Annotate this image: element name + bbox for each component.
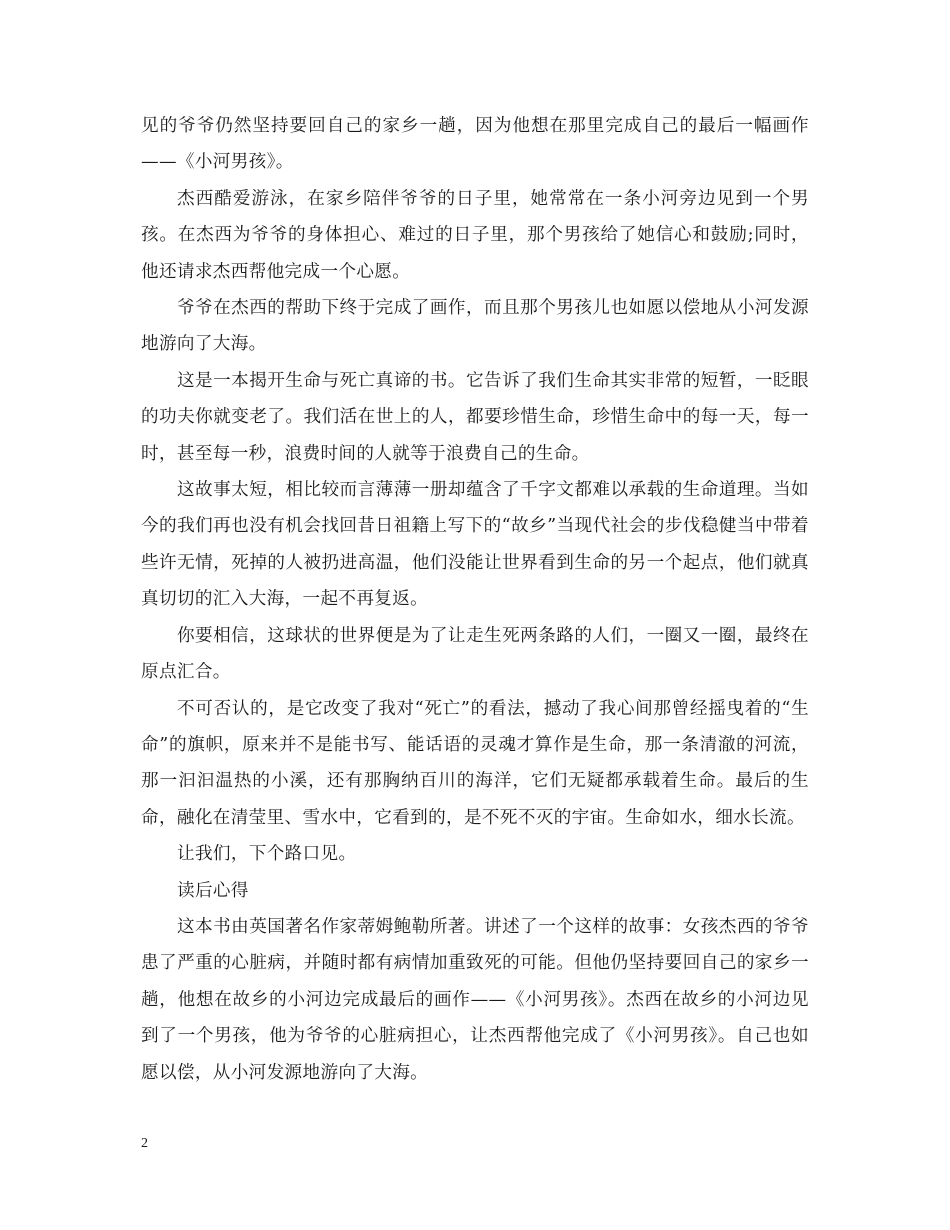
paragraph-4: 这是一本揭开生命与死亡真谛的书。它告诉了我们生命其实非常的短暂，一眨眼的功夫你就变老了。我们活在世上的人，都要珍惜生命，珍惜生命中的每一天，每一时，甚至每一秒，浪费时间的人就等于浪费自己的生命。 bbox=[141, 370, 809, 464]
paragraph-1: 见的爷爷仍然坚持要回自己的家乡一趟，因为他想在那里完成自己的最后一幅画作——《小河男孩》。 bbox=[141, 116, 809, 173]
section-heading: 读后心得 bbox=[177, 880, 249, 901]
page-number: 2 bbox=[141, 1136, 148, 1151]
paragraph-9: 这本书由英国著名作家蒂姆鲍勒所著。讲述了一个这样的故事：女孩杰西的爷爷患了严重的心脏病，并随时都有病情加重致死的可能。但他仍坚持要回自己的家乡一趟，他想在故乡的小河边完成最后的画作——《小河男孩》。杰西在故乡的小河边见到了一个男孩，他为爷爷的心脏病担心，让杰西帮他完成了《小河男孩》。自己也如愿以偿，从小河发源地游向了大海。 bbox=[141, 916, 809, 1083]
paragraph-3: 爷爷在杰西的帮助下终于完成了画作，而且那个男孩儿也如愿以偿地从小河发源地游向了大海。 bbox=[141, 298, 809, 355]
paragraph-8: 让我们，下个路口见。 bbox=[177, 844, 357, 865]
paragraph-7: 不可否认的，是它改变了我对“死亡”的看法，撼动了我心间那曾经摇曳着的“生命”的旗帜，原来并不是能书写、能话语的灵魂才算作是生命，那一条清澈的河流，那一汩汩温热的小溪，还有那胸纳百川的海洋，它们无疑都承载着生命。最后的生命，融化在清莹里、雪水中，它看到的，是不死不灭的宇宙。生命如水，细水长流。 bbox=[141, 698, 809, 828]
paragraph-5: 这故事太短，相比较而言薄薄一册却蕴含了千字文都难以承载的生命道理。当如今的我们再也没有机会找回昔日祖籍上写下的“故乡”当现代社会的步伐稳健当中带着些许无情，死掉的人被扔进高温，他们没能让世界看到生命的另一个起点，他们就真真切切的汇入大海，一起不再复返。 bbox=[141, 480, 809, 610]
paragraph-6: 你要相信，这球状的世界便是为了让走生死两条路的人们，一圈又一圈，最终在原点汇合。 bbox=[141, 625, 809, 683]
paragraph-2: 杰西酷爱游泳，在家乡陪伴爷爷的日子里，她常常在一条小河旁边见到一个男孩。在杰西为爷爷的身体担心、难过的日子里，那个男孩给了她信心和鼓励;同时，他还请求杰西帮他完成一个心愿。 bbox=[141, 188, 809, 282]
body-text bbox=[141, 108, 809, 1091]
